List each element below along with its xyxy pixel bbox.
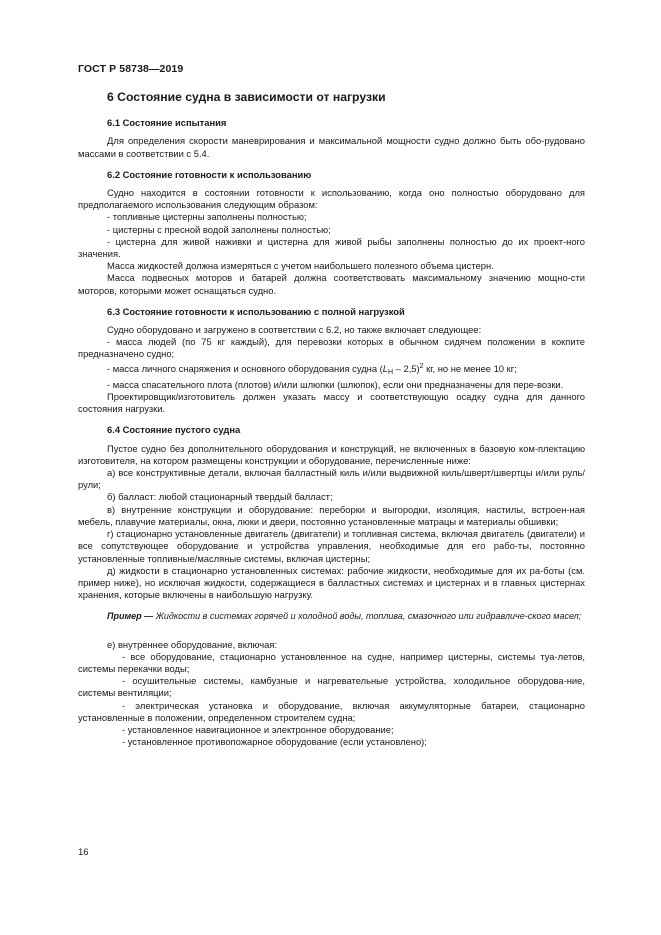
page-number: 16 bbox=[78, 847, 89, 858]
section-6-2-heading: 6.2 Состояние готовности к использованию bbox=[107, 168, 312, 180]
list-item-formula bbox=[78, 361, 585, 379]
sub-list-item: - все оборудование, стационарно установленное на судне, например цистерны, системы туа-летов, системы перекачки воды; bbox=[78, 650, 585, 674]
sub-list-item: - осушительные системы, камбузные и нагревательные устройства, холодильное оборудова-ние, системы вентиляции; bbox=[78, 675, 585, 699]
list-item-v: в) внутренние конструкции и оборудование: переборки и выгородки, изоляция, настилы, встроен-ная мебель, плавучие материалы, окна, люки и двери, постоянно установленные матрацы и материалы обшивки; bbox=[78, 503, 585, 527]
paragraph: Проектировщик/изготовитель должен указать массу и соответствующую осадку судна для данного состояния нагрузки. bbox=[78, 391, 585, 415]
paragraph: Судно находится в состоянии готовности к использованию, когда оно полностью оборудовано для предполагаемого использования следующим образом: bbox=[78, 187, 585, 211]
list-item: - масса спасательного плота (плотов) и/или шлюпки (шлюпок), если они предназначены для пере-возки. bbox=[107, 378, 564, 390]
paragraph: Масса подвесных моторов и батарей должна соответствовать максимальному значению мощно-сти моторов, которыми может оснащаться судно. bbox=[78, 272, 585, 296]
list-item: - топливные цистерны заполнены полностью; bbox=[107, 211, 307, 223]
formula-suffix: кг, но не менее 10 кг; bbox=[423, 362, 517, 374]
list-item-d: д) жидкости в стационарно установленных системах: рабочие жидкости, необходимые для их ра-боты (см. пример ниже), но исключая жидкости, содержащиеся в балластных системах и цистернах и в главных цистернах хранения, которые включены в наибольшую нагрузку. bbox=[78, 564, 585, 601]
paragraph: Масса жидкостей должна измеряться с учетом наибольшего полезного объема цистерн. bbox=[107, 260, 494, 272]
sub-list-item: - электрическая установка и оборудование, включая аккумуляторные батареи, стационарно установленные в положении, определенном строителем судна; bbox=[78, 699, 585, 723]
paragraph: Для определения скорости маневрирования и максимальной мощности судно должно быть обо-рудовано массами в соответствии с 5.4. bbox=[78, 135, 585, 159]
paragraph: Судно оборудовано и загружено в соответствии с 6.2, но также включает следующее: bbox=[107, 324, 482, 336]
list-item-a: а) все конструктивные детали, включая балластный киль и/или выдвижной киль/шверт/швертцы и/или руль/рули; bbox=[78, 467, 585, 491]
list-item-g: г) стационарно установленные двигатель (двигатели) и топливная система, включая двигатель (двигатели) и все сопутствующее оборудование и устройства управления, необходимые для его рабо-ты, постоянно установленные топливные/масляные системы, включая цистерны; bbox=[78, 528, 585, 564]
page-content bbox=[78, 91, 585, 748]
formula-l: L bbox=[382, 362, 388, 374]
list-item-e: е) внутреннее оборудование, включая: bbox=[107, 638, 278, 650]
list-item: - масса людей (по 75 кг каждый), для перевозки которых в обычном сидячем положении в кокпите предназначено судно; bbox=[78, 336, 585, 360]
section-6-heading: 6 Состояние судна в зависимости от нагрузки bbox=[107, 90, 386, 104]
example-label: Пример — bbox=[107, 611, 154, 622]
formula-superscript: 2 bbox=[419, 362, 424, 370]
list-item: - цистерны с пресной водой заполнены полностью; bbox=[107, 223, 331, 235]
formula-subscript: H bbox=[388, 368, 394, 376]
example-text: Жидкости в системах горячей и холодной воды, топлива, смазочного или гидравличе-ского масел; bbox=[153, 611, 582, 622]
sub-list-item: - установленное противопожарное оборудование (если установлено); bbox=[122, 736, 427, 748]
list-item-b: б) балласт: любой стационарный твердый балласт; bbox=[107, 491, 333, 503]
list-item: - цистерна для живой наживки и цистерна для живой рыбы заполнены полностью до их проект-ного значения. bbox=[78, 235, 585, 260]
example-note bbox=[78, 610, 585, 622]
formula-mid: – 2,5) bbox=[393, 362, 420, 374]
document-code: ГОСТ Р 58738—2019 bbox=[78, 63, 184, 75]
formula-prefix: - масса личного снаряжения и основного оборудования судна ( bbox=[107, 362, 383, 374]
sub-list-item: - установленное навигационное и электронное оборудование; bbox=[122, 723, 394, 735]
paragraph: Пустое судно без дополнительного оборудования и конструкций, не включенных в базовую ком-плектацию изготовителя, на котором размещены конструкции и оборудование, перечисленные ниже: bbox=[78, 442, 585, 466]
section-6-4-heading: 6.4 Состояние пустого судна bbox=[107, 424, 241, 436]
section-6-1-heading: 6.1 Состояние испытания bbox=[107, 117, 227, 129]
section-6-3-heading: 6.3 Состояние готовности к использованию с полной нагрузкой bbox=[107, 305, 405, 317]
